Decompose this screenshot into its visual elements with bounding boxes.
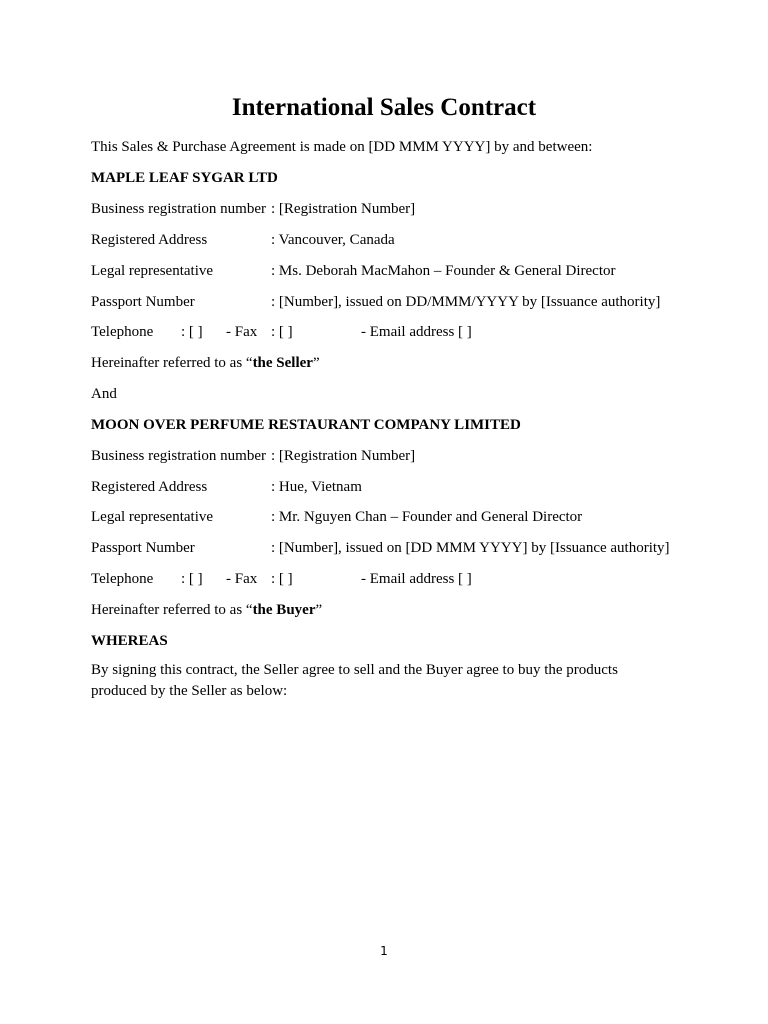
buyer-term: the Buyer <box>252 602 316 618</box>
referred-prefix: Hereinafter referred to as “ <box>91 602 253 618</box>
fax-value: : [ ] <box>271 571 293 587</box>
buyer-field-value: : Mr. Nguyen Chan – Founder and General Director <box>271 509 583 525</box>
conjunction-text: And <box>91 386 117 402</box>
buyer-referred-text <box>91 600 322 620</box>
seller-field-label: Passport Number <box>91 294 195 310</box>
buyer-field-label: Legal representative <box>91 509 214 525</box>
seller-field-value: : Vancouver, Canada <box>271 232 395 248</box>
buyer-field-value: : [Number], issued on [DD MMM YYYY] by [Issuance authority] <box>271 540 670 556</box>
buyer-name: MOON OVER PERFUME RESTAURANT COMPANY LIMITED <box>91 417 521 433</box>
telephone-value: : [ ] <box>181 324 203 340</box>
whereas-paragraph: By signing this contract, the Seller agree to sell and the Buyer agree to buy the products produced by the Seller as below: <box>91 662 618 699</box>
intro-text: This Sales & Purchase Agreement is made on [DD MMM YYYY] by and between: <box>91 139 593 155</box>
email-label: - Email address [ ] <box>361 324 472 340</box>
email-label: - Email address [ ] <box>361 571 472 587</box>
seller-field-label: Legal representative <box>91 263 214 279</box>
buyer-field-label: Registered Address <box>91 479 208 495</box>
buyer-contact-row <box>91 569 691 589</box>
buyer-field-value: : [Registration Number] <box>271 448 416 464</box>
seller-field-value: : [Registration Number] <box>271 201 416 217</box>
fax-label: - Fax <box>226 324 258 340</box>
whereas-heading: WHEREAS <box>91 633 168 649</box>
document-title: International Sales Contract <box>231 94 537 121</box>
seller-field-label: Registered Address <box>91 232 208 248</box>
buyer-field-label: Passport Number <box>91 540 195 556</box>
seller-field-value: : Ms. Deborah MacMahon – Founder & General Director <box>271 263 616 279</box>
seller-term: the Seller <box>252 355 313 371</box>
telephone-label: Telephone <box>91 324 154 340</box>
fax-value: : [ ] <box>271 324 293 340</box>
telephone-value: : [ ] <box>181 571 203 587</box>
seller-contact-row <box>91 322 691 342</box>
buyer-field-label: Business registration number <box>91 448 266 464</box>
referred-suffix: ” <box>312 355 320 371</box>
seller-field-label: Business registration number <box>91 201 266 217</box>
page-number: 1 <box>380 944 388 958</box>
fax-label: - Fax <box>226 571 258 587</box>
buyer-field-value: : Hue, Vietnam <box>271 479 362 495</box>
referred-suffix: ” <box>315 602 323 618</box>
seller-field-value: : [Number], issued on DD/MMM/YYYY by [Issuance authority] <box>271 294 661 310</box>
seller-referred-text <box>91 353 320 373</box>
referred-prefix: Hereinafter referred to as “ <box>91 355 253 371</box>
telephone-label: Telephone <box>91 571 154 587</box>
seller-name: MAPLE LEAF SYGAR LTD <box>91 170 278 186</box>
